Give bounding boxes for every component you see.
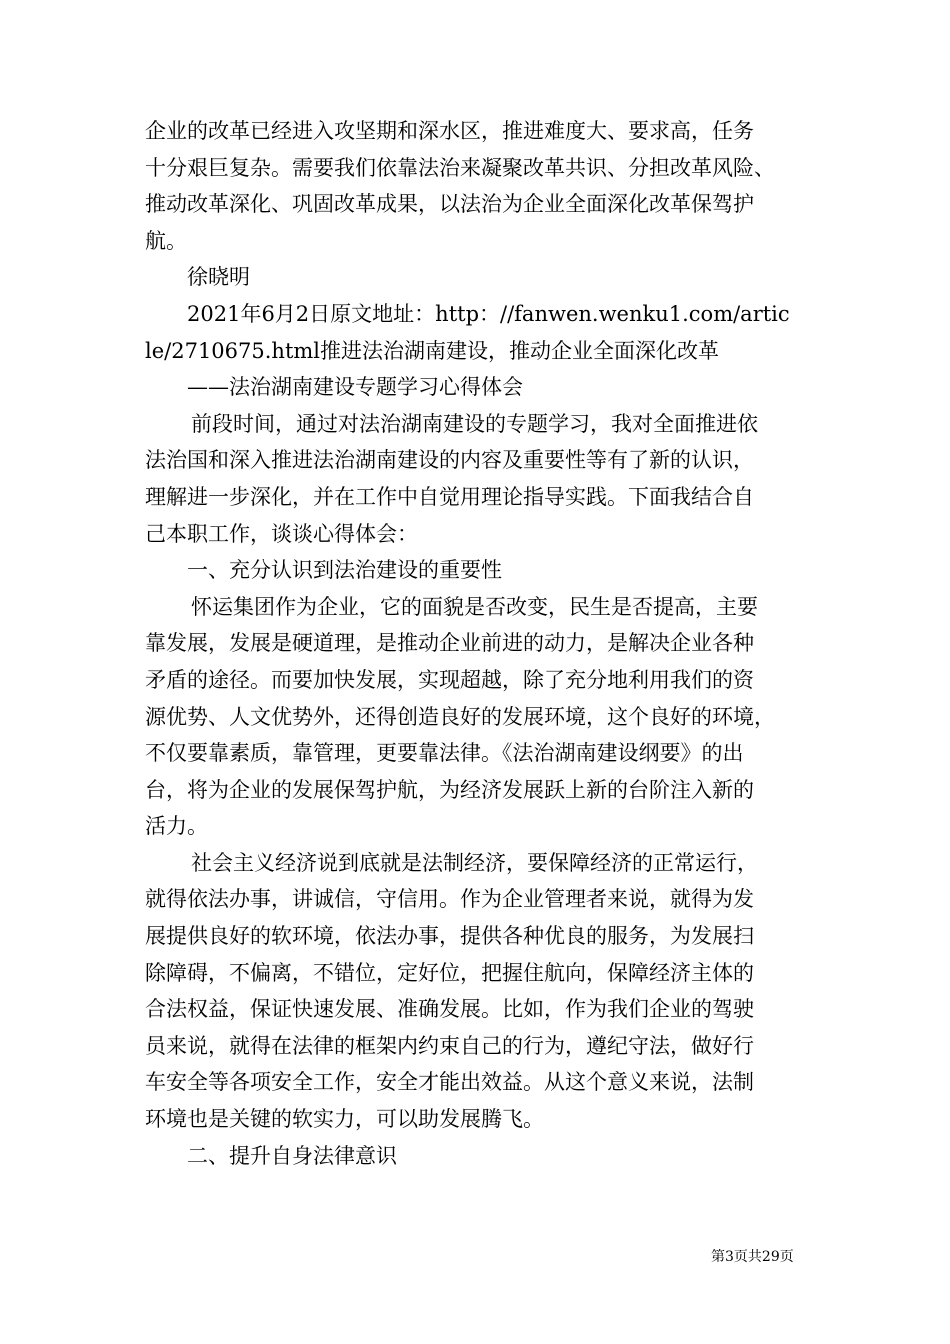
text-line: 台，将为企业的发展保驾护航，为经济发展跃上新的台阶注入新的 — [145, 777, 754, 802]
text-line: 法治国和深入推进法治湖南建设的内容及重要性等有了新的认识， — [145, 448, 754, 473]
text-line: 车安全等各项安全工作，安全才能出效益。从这个意义来说，法制 — [145, 1070, 754, 1095]
text-line: 展提供良好的软环境，依法办事，提供各种优良的服务，为发展扫 — [145, 924, 754, 949]
text-line: 怀运集团作为企业，它的面貌是否改变，民生是否提高，主要 — [191, 594, 758, 619]
text-line: 矛盾的途径。而要加快发展，实现超越，除了充分地利用我们的资 — [145, 667, 754, 692]
text-line: 己本职工作，谈谈心得体会： — [145, 521, 418, 546]
article-title-line: le/2710675.html推进法治湖南建设，推动企业全面深化改革 — [145, 338, 720, 363]
text-line: 除障碍，不偏离，不错位，定好位，把握住航向，保障经济主体的 — [145, 960, 754, 985]
article-subtitle: ——法治湖南建设专题学习心得体会 — [187, 375, 523, 400]
text-line: 员来说，就得在法律的框架内约束自己的行为，遵纪守法，做好行 — [145, 1033, 754, 1058]
text-line: 推动改革深化、巩固改革成果，以法治为企业全面深化改革保驾护 — [145, 192, 754, 217]
text-line: 活力。 — [145, 814, 208, 839]
text-line: 环境也是关键的软实力，可以助发展腾飞。 — [145, 1107, 544, 1132]
text-line: 就得依法办事，讲诚信，守信用。作为企业管理者来说，就得为发 — [145, 887, 754, 912]
text-line: 合法权益，保证快速发展、准确发展。比如，作为我们企业的驾驶 — [145, 997, 754, 1022]
text-line: 不仅要靠素质，靠管理，更要靠法律。《法治湖南建设纲要》的出 — [145, 741, 744, 766]
section-heading-1: 一、充分认识到法治建设的重要性 — [187, 558, 502, 583]
section-heading-2: 二、提升自身法律意识 — [187, 1143, 397, 1168]
text-line: 十分艰巨复杂。需要我们依靠法治来凝聚改革共识、分担改革风险、 — [145, 155, 775, 180]
document-body — [145, 113, 815, 1174]
text-line: 社会主义经济说到底就是法制经济，要保障经济的正常运行， — [191, 850, 758, 875]
text-line: 理解进一步深化，并在工作中自觉用理论指导实践。下面我结合自 — [145, 484, 754, 509]
text-line: 企业的改革已经进入攻坚期和深水区，推进难度大、要求高，任务 — [145, 119, 754, 143]
author-name: 徐晓明 — [187, 265, 250, 290]
text-line: 前段时间，通过对法治湖南建设的专题学习，我对全面推进依 — [191, 411, 758, 436]
page-number-footer: 第3页共29页 — [711, 1249, 794, 1265]
date-source-line: 2021年6月2日原文地址：http：//fanwen.wenku1.com/artic — [187, 301, 790, 326]
text-line: 航。 — [145, 228, 187, 253]
text-line: 靠发展，发展是硬道理，是推动企业前进的动力，是解决企业各种 — [145, 631, 754, 656]
text-line: 源优势、人文优势外，还得创造良好的发展环境，这个良好的环境， — [145, 704, 775, 729]
